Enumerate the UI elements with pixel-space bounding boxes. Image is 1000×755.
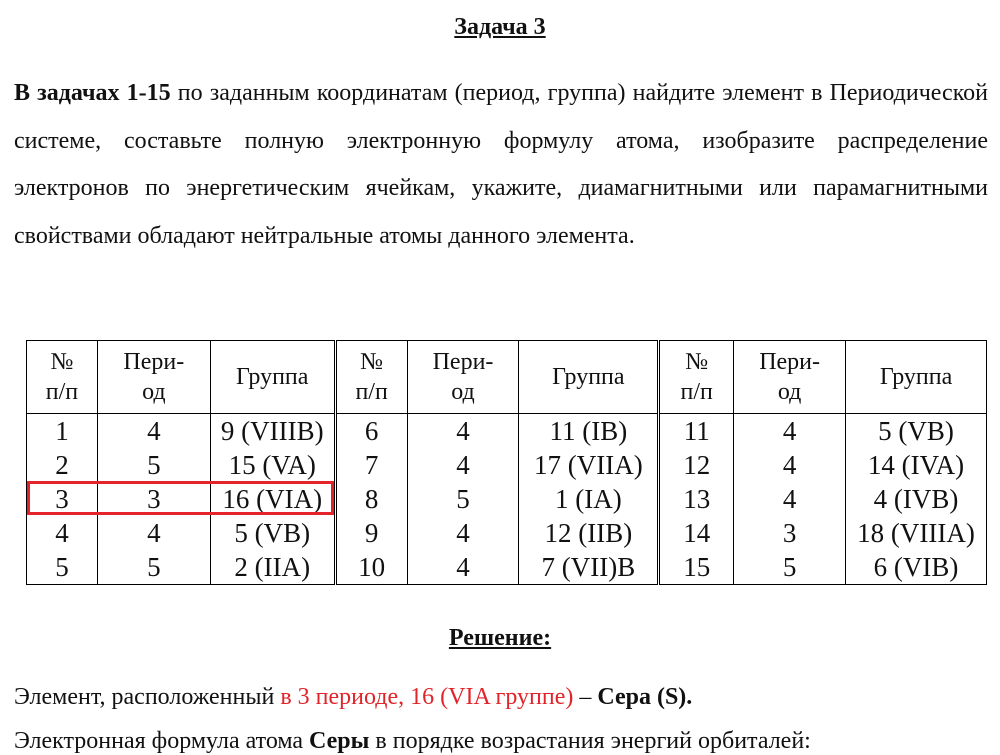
table-row	[27, 448, 987, 482]
table-row	[27, 550, 987, 585]
line2-element: Серы	[309, 728, 370, 754]
table-header-cell: Пери- од	[97, 341, 210, 414]
table-row	[27, 414, 987, 449]
table-cell: 4 (IVB)	[846, 482, 987, 516]
table-cell: 8	[335, 482, 407, 516]
table-cell: 9	[335, 516, 407, 550]
table-cell: 4	[407, 448, 519, 482]
table-cell: 3	[734, 516, 846, 550]
table-cell: 4	[734, 482, 846, 516]
table-cell: 9 (VIIIB)	[210, 414, 335, 449]
table-cell: 11	[659, 414, 734, 449]
table-cell: 2 (IIA)	[210, 550, 335, 585]
task-description	[14, 70, 988, 260]
table-cell: 6 (VIB)	[846, 550, 987, 585]
table-row	[27, 516, 987, 550]
line2-prefix: Электронная формула атома	[14, 728, 310, 754]
table-cell: 5 (VB)	[210, 516, 335, 550]
table-cell: 1	[27, 414, 98, 449]
line1-prefix: Элемент, расположенный	[14, 684, 281, 710]
table-cell: 4	[734, 414, 846, 449]
table-cell: 13	[659, 482, 734, 516]
table-cell: 1 (IA)	[519, 482, 659, 516]
solution-title: Решение:	[448, 625, 552, 651]
table-header-cell: Группа	[846, 341, 987, 414]
table-header-cell: № п/п	[659, 341, 734, 414]
table-cell: 18 (VIIIA)	[846, 516, 987, 550]
table-cell: 4	[97, 414, 210, 449]
table-cell: 10	[335, 550, 407, 585]
table-cell: 2	[27, 448, 98, 482]
table-cell: 15 (VA)	[210, 448, 335, 482]
table-cell: 4	[734, 448, 846, 482]
table-header-row	[27, 341, 987, 414]
table-cell: 4	[407, 414, 519, 449]
table-cell: 4	[97, 516, 210, 550]
highlight-box	[27, 481, 334, 515]
table-cell: 3	[27, 482, 98, 516]
table-cell: 14 (IVA)	[846, 448, 987, 482]
table-cell: 5	[407, 482, 519, 516]
line1-dash: –	[573, 684, 598, 710]
table-cell: 12	[659, 448, 734, 482]
table-cell: 5	[97, 448, 210, 482]
element-name: Сера (S).	[597, 684, 693, 710]
table-cell: 5	[734, 550, 846, 585]
line1-highlight: в 3 периоде, 16 (VIA группе)	[280, 684, 574, 710]
table-header-cell: Пери- од	[734, 341, 846, 414]
line2-suffix: в порядке возрастания энергий орбиталей:	[369, 728, 811, 754]
table-cell: 7	[335, 448, 407, 482]
table-cell: 5	[97, 550, 210, 585]
task-range: В задачах 1-15	[14, 80, 171, 106]
table-cell: 3	[97, 482, 210, 516]
task-title: Задача 3	[454, 14, 546, 40]
table-header-cell: Группа	[210, 341, 335, 414]
elements-table	[26, 340, 987, 585]
table-cell: 6	[335, 414, 407, 449]
table-cell: 12 (IIB)	[519, 516, 659, 550]
table-cell: 4	[407, 516, 519, 550]
table-cell: 5	[27, 550, 98, 585]
table-cell: 4	[27, 516, 98, 550]
task-text: по заданным координатам (период, группа) найдите элемент в Периодической системе, составьте полную электронную формулу атома, изобразите распределение электронов по энергетическим ячейкам, укажите, диамагнитными или парамагнитными свойствами обладают нейтральные атомы данного элемента.	[14, 80, 988, 249]
table-cell: 15	[659, 550, 734, 585]
table-cell: 4	[407, 550, 519, 585]
table-header-cell: № п/п	[335, 341, 407, 414]
table-header-cell: № п/п	[27, 341, 98, 414]
solution-line-1	[14, 684, 692, 711]
table-cell: 16 (VIA)	[210, 482, 335, 516]
table-cell: 14	[659, 516, 734, 550]
table-cell: 5 (VB)	[846, 414, 987, 449]
table-cell: 11 (IB)	[519, 414, 659, 449]
solution-line-2	[14, 728, 811, 755]
table-cell: 17 (VIIA)	[519, 448, 659, 482]
table-header-cell: Пери- од	[407, 341, 519, 414]
table-cell: 7 (VII)B	[519, 550, 659, 585]
table-header-cell: Группа	[519, 341, 659, 414]
